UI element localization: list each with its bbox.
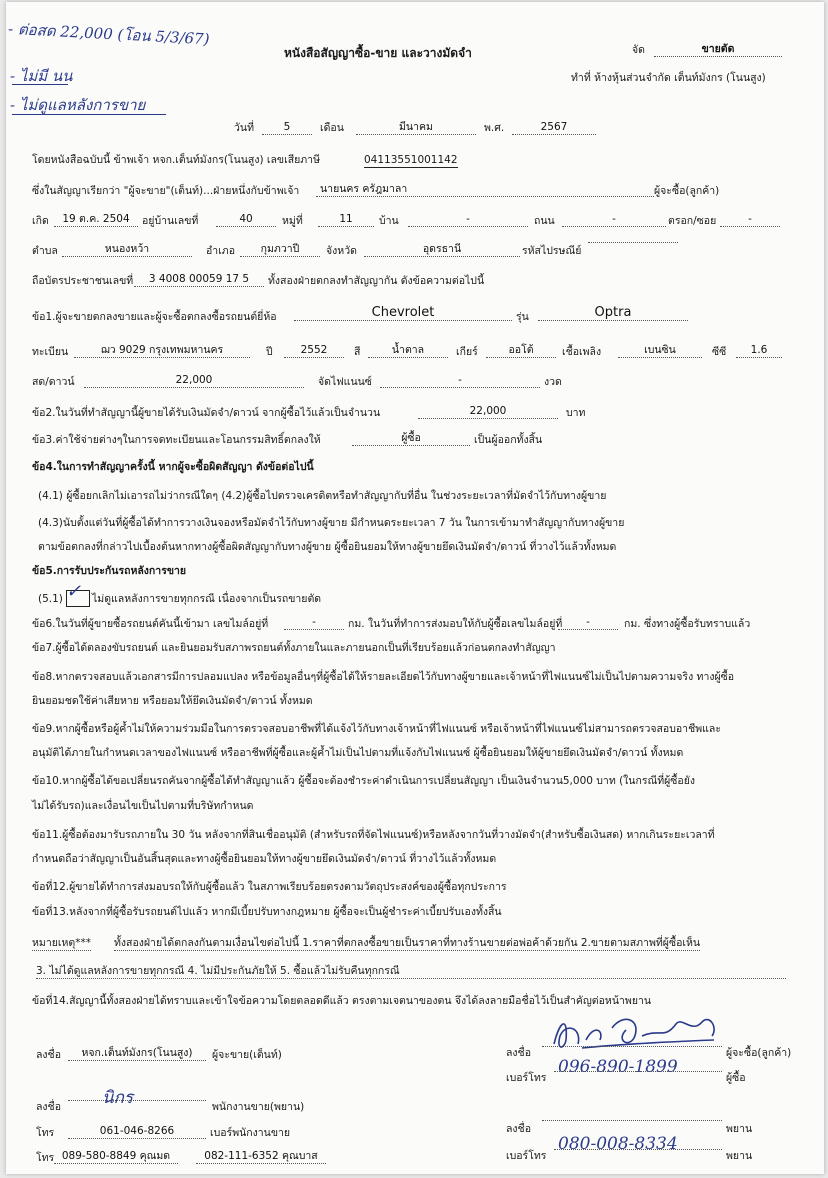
- clause-5-1-label: (5.1): [38, 593, 63, 605]
- salesperson-phone: 061-046-8266: [68, 1124, 206, 1139]
- remark-line-1: ทั้งสองฝ่ายได้ตกลงกันตามเงื่อนไขต่อไปนี้ 1.ราคาที่ตกลงซื้อขายเป็นราคาที่ทางร้านขายต่อพ่อค้าด้วยกัน 2.ขายตามสภาพที่ผู้ซื้อเห็น: [114, 937, 701, 949]
- type-value: ขายตัด: [654, 42, 782, 57]
- buyer-role: ผู้จะซื้อ(ลูกค้า): [654, 185, 720, 197]
- car-brand: Chevrolet: [294, 306, 512, 321]
- id-label: ถือบัตรประชาชนเลขที่: [32, 275, 134, 287]
- clause-9a: ข้อ9.หากผู้ซื้อหรือผู้ค้ำไม่ให้ความร่วมมือในการตรวจสอบอาชีพที่ได้แจ้งไว้กับทางเจ้าหน้าที่ไฟแนนซ์ หรือเจ้าหน้าที่ไฟแนนซ์ไม่สามารถตรวจสอบอาชีพและ: [32, 723, 721, 735]
- fuel-value: เบนซิน: [618, 343, 702, 358]
- finance-value: -: [380, 373, 540, 388]
- color-label: สี: [354, 346, 361, 358]
- clause-4-3b: ตามข้อตกลงที่กล่าวไปเบื้องต้นหากทางผู้ซื้อผิดสัญญากับทางผู้ขาย ผู้ซื้อยินยอมให้ทางผู้ขายยึดเงินมัดจำ/ดาวน์ ที่วางไว้แล้วทั้งหมด: [38, 541, 617, 553]
- seller-role: ผู้จะขาย(เต็นท์): [212, 1049, 282, 1061]
- born-label: เกิด: [32, 215, 49, 227]
- month-value: มีนาคม: [356, 120, 476, 135]
- soi-value: -: [720, 212, 780, 227]
- tambon-value: หนองหว้า: [62, 242, 192, 257]
- clause-7: ข้อ7.ผู้ซื้อได้ตลองขับรถยนต์ และยินยอมรับสภาพรถยนต์ทั้งภายในและภายนอกเป็นที่เรียบร้อยแล้วก่อนตกลงทำสัญญา: [32, 642, 556, 654]
- clause-6-mid: กม. ในวันที่ทำการส่งมอบให้กับผู้ซื้อเลขไมล์อยู่ที่: [348, 618, 563, 630]
- day-value: 5: [262, 120, 312, 135]
- type-label: จัด: [632, 44, 645, 56]
- car-year-label: ปี: [266, 346, 273, 358]
- witness2-sign-label: ลงชื่อ: [506, 1123, 531, 1135]
- soi-label: ตรอก/ซอย: [668, 215, 717, 227]
- road-label: ถนน: [534, 215, 555, 227]
- buyer-phone: 096-890-1899: [558, 1057, 678, 1077]
- cash-value: 22,000: [84, 373, 304, 388]
- zip-value: [588, 242, 678, 243]
- buyer-sign-label: ลงชื่อ: [506, 1047, 531, 1059]
- tel-label: โทร: [36, 1127, 55, 1139]
- zip-label: รหัสไปรษณีย์: [522, 245, 582, 257]
- car-year-value: 2552: [284, 343, 344, 358]
- id-suffix: ทั้งสองฝ่ายตกลงทำสัญญากัน ดังข้อความต่อไปนี้: [268, 275, 485, 287]
- model-label: รุ่น: [516, 311, 529, 323]
- tambon-label: ตำบล: [32, 245, 58, 257]
- margin-note-3: - ไม่ดูแลหลังการขาย: [10, 96, 146, 114]
- margin-note-2: - ไม่มี นน: [10, 67, 73, 85]
- clause-5-1-text: ไม่ดูแลหลังการขายทุกกรณี เนื่องจากเป็นรถขายตัด: [92, 593, 322, 605]
- clause-4-3a: (4.3)นับตั้งแต่วันที่ผู้ซื้อได้ทำการวางเงินจองหรือมัดจำไว้กับทางผู้ขาย มีกำหนดระยะเวลา 7 วัน ในการเข้ามาทำสัญญากับทางผู้ขาย: [38, 517, 625, 529]
- underline: [12, 114, 166, 115]
- seller-sign-name: หจก.เต็นท์มังกร(โนนสูง): [68, 1046, 206, 1061]
- seller-line: โดยหนังสือฉบับนี้ ข้าพเจ้า หจก.เต็นท์มังกร(โนนสูง) เลขเสียภาษี: [32, 154, 320, 166]
- clause-8a: ข้อ8.หากตรวจสอบแล้วเอกสารมีการปลอมแปลง หรือข้อมูลอื่นๆที่ผู้ซื้อได้ให้รายละเอียดไว้กับทางผู้ขายและเจ้าหน้าที่ไฟแนนซ์ไม่เป็นไปตามความจริง ทางผู้ซื้อ: [32, 671, 735, 683]
- salesperson-phone-role: เบอร์พนักงานขาย: [210, 1127, 291, 1139]
- year-value: 2567: [512, 120, 596, 135]
- plate-label: ทะเบียน: [32, 346, 69, 358]
- remark-line-2: 3. ไม่ได้ดูแลหลังการขายทุกกรณี 4. ไม่มีประกันภัยให้ 5. ซื้อแล้วไม่รับคืนทุกกรณี: [36, 964, 786, 979]
- check-mark-icon: ✓: [66, 581, 82, 602]
- gear-value: ออโต้: [486, 343, 556, 358]
- cash-label: สด/ดาวน์: [32, 376, 75, 388]
- contract-page: [6, 2, 824, 1174]
- tel2-label: โทร: [36, 1152, 55, 1164]
- clause-3-text: ข้อ3.ค่าใช้จ่ายต่างๆในการจดทะเบียนและโอนกรรมสิทธิ์ตกลงให้: [32, 434, 321, 446]
- buyer-name: นายนคร ครัฎมาลา: [316, 182, 654, 197]
- house-value: 40: [216, 212, 276, 227]
- witness1-sign-label: ลงชื่อ: [36, 1101, 61, 1113]
- clause-11b: กำหนดถือว่าสัญญาเป็นอันสิ้นสุดและทางผู้ซื้อยินยอมให้ทางผู้ขายยึดเงินมัดจำ/ดาวน์ ที่วางไว้แล้วทั้งหมด: [32, 853, 497, 865]
- cc-value: 1.6: [736, 343, 782, 358]
- province-value: อุดรธานี: [364, 242, 520, 257]
- id-value: 3 4008 00059 17 5: [134, 272, 264, 287]
- village-value: -: [408, 212, 528, 227]
- also-called-text: ซึ่งในสัญญาเรียกว่า "ผู้จะขาย"(เต็นท์)...ฝ่ายหนึ่งกับข้าพเจ้า: [32, 185, 300, 197]
- clause-2-text: ข้อ2.ในวันที่ทำสัญญานี้ผู้ขายได้รับเงินมัดจำ/ดาวน์ จากผู้ซื้อไว้แล้วเป็นจำนวน: [32, 407, 381, 419]
- clause-8b: ยินยอมชดใช้ค่าเสียหาย หรือยอมให้ยึดเงินมัดจำ/ดาวน์ ทั้งหมด: [32, 695, 313, 707]
- house-label: อยู่บ้านเลขที่: [142, 215, 199, 227]
- clause-10b: ไม่ได้รับรถ)และเงื่อนไขเป็นไปตามที่บริษัทกำหนด: [32, 800, 254, 812]
- clause-12: ข้อที่12.ผู้ขายได้ทำการส่งมอบรถให้กับผู้ซื้อแล้ว ในสภาพเรียบร้อยตรงตามวัตถุประสงค์ของผู้ซื้อทุกประการ: [32, 881, 507, 893]
- plate-value: ฌว 9029 กรุงเทพมหานคร: [74, 343, 250, 358]
- underline: [12, 84, 68, 85]
- fuel-label: เชื้อเพลิง: [562, 346, 602, 358]
- clause-3-payer: ผู้ซื้อ: [352, 431, 470, 446]
- clause-2-unit: บาท: [566, 407, 586, 419]
- clause-14: ข้อที่14.สัญญานี้ทั้งสองฝ่ายได้ทราบและเข้าใจข้อความโดยตลอดดีแล้ว ตรงตามเจตนาของตน จึงได้ลงลายมือชื่อไว้เป็นสำคัญต่อหน้าพยาน: [32, 995, 652, 1007]
- clause-1-text: ข้อ1.ผู้จะขายตกลงขายและผู้จะซื้อตกลงซื้อรถยนต์ยี่ห้อ: [32, 311, 277, 323]
- mileage-in: -: [284, 615, 344, 630]
- province-label: จังหวัด: [326, 245, 357, 257]
- village-label: บ้าน: [379, 215, 399, 227]
- witness2-role: พยาน: [726, 1123, 753, 1135]
- clause-6-text: ข้อ6.ในวันที่ผู้ขายซื้อรถยนต์คันนี้เข้ามา เลขไมล์อยู่ที่: [32, 618, 269, 630]
- witness2-tail: พยาน: [726, 1150, 753, 1162]
- buyer-signature: [542, 1010, 732, 1056]
- amphoe-value: กุมภวาปี: [240, 242, 320, 257]
- witness1-sign-line: [68, 1100, 206, 1101]
- buyer-tail: ผู้ซื้อ: [726, 1072, 746, 1084]
- witness2-sign-line: [542, 1120, 722, 1121]
- car-model: Optra: [538, 306, 688, 321]
- clause-10a: ข้อ10.หากผู้ซื้อได้ขอเปลี่ยนรถคันจากผู้ซื้อได้ทำสัญญาแล้ว ผู้ซื้อจะต้องชำระค่าดำเนินการเปลี่ยนสัญญา เป็นเงินจำนวน5,000 บาท (ในกรณีที่ผู้ซื้อยัง: [32, 775, 696, 787]
- witness1-signature: นิกร: [102, 1088, 134, 1108]
- born-value: 19 ต.ค. 2504: [54, 212, 138, 227]
- tax-id: 04113551001142: [364, 154, 458, 166]
- witness1-role: พนักงานขาย(พยาน): [212, 1101, 305, 1113]
- buyer-phone-line: [554, 1071, 722, 1072]
- color-value: น้ำตาล: [368, 343, 448, 358]
- witness2-phone-label: เบอร์โทร: [506, 1150, 547, 1162]
- clause-3-tail: เป็นผู้ออกทั้งสิ้น: [474, 434, 543, 446]
- page-title: หนังสือสัญญาซื้อ-ขาย และวางมัดจำ: [284, 46, 472, 60]
- clause-9b: อนุมัติได้ภายในกำหนดเวลาของไฟแนนซ์ หรืออาชีพที่ผู้ซื้อและผู้ค้ำไม่เป็นไปตามที่แจ้งกับไฟแนนซ์ ผู้ซื้อยินยอมให้ผู้ขายยึดเงินมัดจำ/ดาวน์ ทั้งหมด: [32, 747, 684, 759]
- place-text: ทำที่ ห้างหุ้นส่วนจำกัด เต็นท์มังกร (โนนสูง): [571, 72, 766, 84]
- tel3: 082-111-6352 คุณบาส: [196, 1149, 326, 1164]
- tel2: 089-580-8849 คุณมด: [54, 1149, 178, 1164]
- clause-13: ข้อที่13.หลังจากที่ผู้ซื้อรับรถยนต์ไปแล้ว หากมีเบี้ยปรับทางกฎหมาย ผู้ซื้อจะเป็นผู้ชำระค่าเบี้ยปรับเองทั้งสิ้น: [32, 906, 502, 918]
- term-label: งวด: [544, 376, 562, 388]
- clause-4-heading: ข้อ4.ในการทำสัญญาครั้งนี้ หากผู้จะซื้อผิดสัญญา ดังข้อต่อไปนี้: [32, 461, 314, 473]
- seller-sign-label: ลงชื่อ: [36, 1049, 61, 1061]
- amphoe-label: อำเภอ: [206, 245, 236, 257]
- cc-label: ซีซี: [712, 346, 727, 358]
- buyer-sign-role: ผู้จะซื้อ(ลูกค้า): [726, 1047, 792, 1059]
- day-label: วันที่: [234, 122, 254, 134]
- buyer-sign-line: [542, 1046, 722, 1047]
- clause-2-amount: 22,000: [418, 404, 558, 419]
- margin-note-1: - ต่อสด 22,000 (โอน 5/3/67): [7, 19, 210, 49]
- month-label: เดือน: [320, 122, 344, 134]
- finance-label: จัดไฟแนนซ์: [318, 376, 372, 388]
- year-label: พ.ศ.: [484, 122, 505, 134]
- clause-6-tail: กม. ซึ่งทางผู้ซื้อรับทราบแล้ว: [624, 618, 751, 630]
- mileage-out: -: [558, 615, 618, 630]
- clause-4-1: (4.1) ผู้ซื้อยกเลิกไม่เอารถไม่ว่ากรณีใดๆ (4.2)ผู้ซื้อไปตรวจเครดิตหรือทำสัญญากับที่อื่น ในช่วงระยะเวลาที่มัดจำไว้กับทางผู้ขาย: [38, 490, 607, 502]
- road-value: -: [562, 212, 666, 227]
- remark-label: หมายเหตุ***: [32, 937, 91, 949]
- clause-5-heading: ข้อ5.การรับประกันรถหลังการขาย: [32, 565, 187, 577]
- buyer-phone-label: เบอร์โทร: [506, 1072, 547, 1084]
- witness2-phone: 080-008-8334: [558, 1134, 678, 1154]
- moo-label: หมู่ที่: [282, 215, 303, 227]
- witness2-phone-line: [554, 1149, 722, 1150]
- gear-label: เกียร์: [456, 346, 478, 358]
- moo-value: 11: [318, 212, 374, 227]
- clause-11a: ข้อ11.ผู้ซื้อต้องมารับรถภายใน 30 วัน หลังจากที่สินเชื่ออนุมัติ (สำหรับรถที่จัดไฟแนนซ์)หรือหลังจากวันที่วางมัดจำ(สำหรับซื้อเงินสด) หากเกินระยะเวลาที่: [32, 829, 715, 841]
